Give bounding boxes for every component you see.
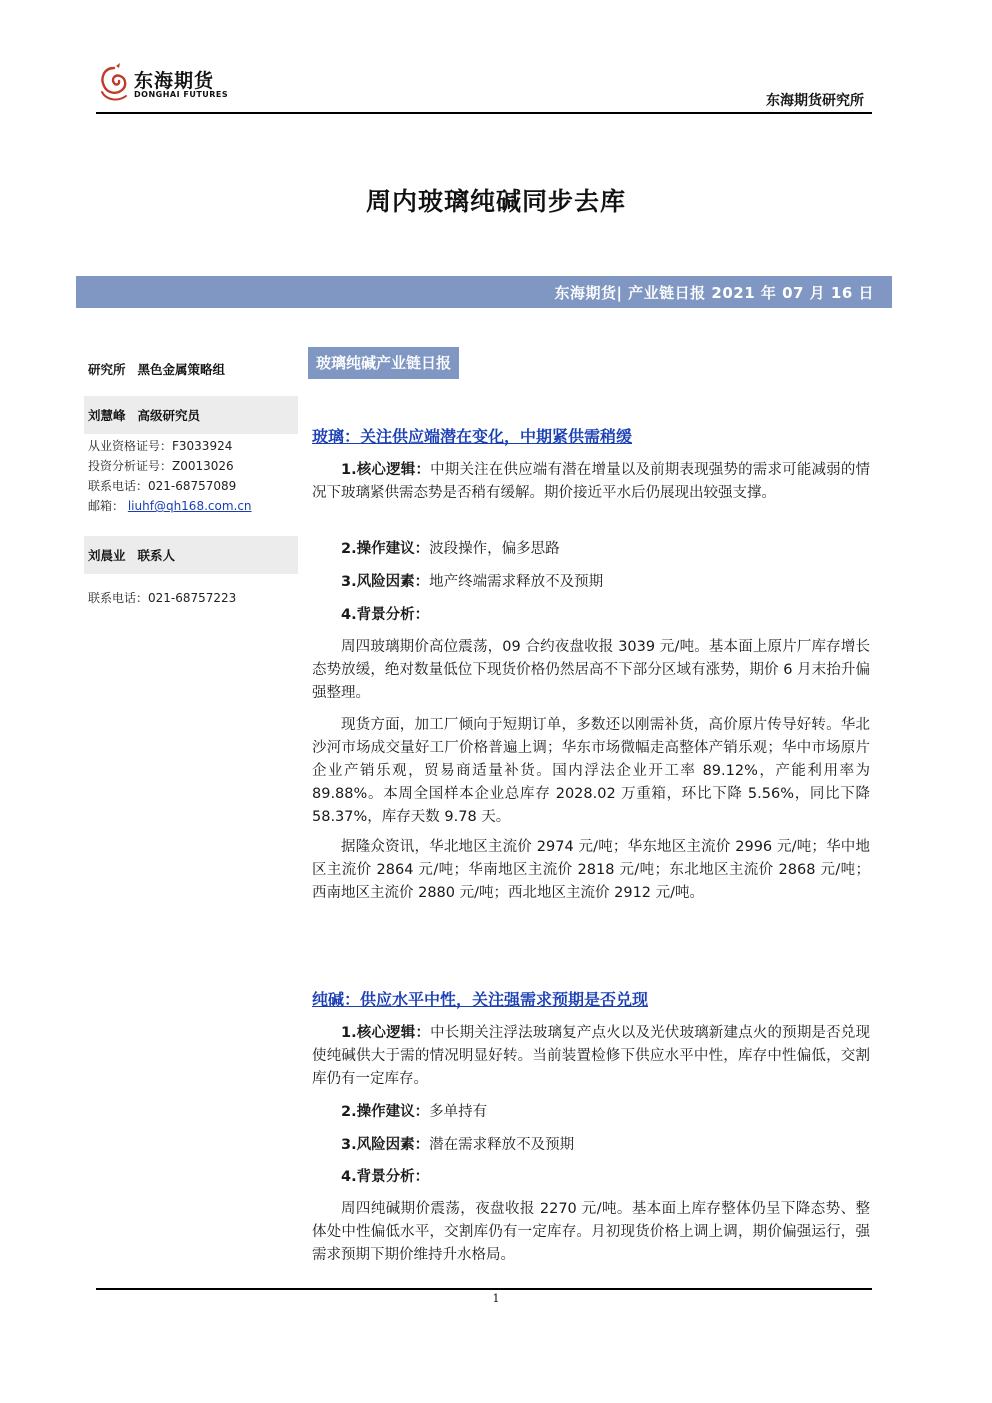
analyst-heading [84, 396, 298, 434]
contact-role: 联系人 [137, 548, 176, 563]
banner-text: 东海期货| 产业链日报 2021 年 07 月 16 日 [554, 284, 874, 302]
institute-name: 东海期货研究所 [766, 93, 864, 109]
soda-core-logic-text: 中长期关注浮法玻璃复产点火以及光伏玻璃新建点火的预期是否兑现使纯碱供大于需的情况明显好转。当前装置检修下供应水平中性，库存中性偏低，交割库仍有一定库存。 [312, 1025, 870, 1087]
glass-background-1: 周四玻璃期价高位震荡，09 合约夜盘收报 3039 元/吨。基本面上原片厂库存增长态势放缓，绝对数量低位下现货价格仍然居高不下部分区域有涨势，期价 6 月末抬升偏强整理。 [312, 639, 870, 701]
glass-background-2: 现货方面，加工厂倾向于短期订单，多数还以刚需补货，高价原片传导好转。华北沙河市场成交量好工厂价格普遍上调；华东市场微幅走高整体产销乐观；华中市场原片企业产销乐观，贸易商适量补货。国内浮法企业开工率 89.12%，产能利用率为 89.88%。本周全国样本企业总库存 2028.02 万重箱，环比下降 5.56%，同比下降 58.37%，库存天数 9.78 天。 [312, 717, 870, 825]
contact-heading [84, 536, 298, 574]
dept-group: 黑色金属策略组 [137, 362, 226, 377]
sidebar-analyst [84, 396, 298, 516]
soda-suggestion [312, 1101, 870, 1124]
report-tag: 玻璃纯碱产业链日报 [308, 347, 459, 379]
dept-heading [84, 350, 298, 388]
glass-risk-text: 地产终端需求释放不及预期 [429, 574, 604, 590]
page-number: 1 [492, 1292, 500, 1305]
sidebar-contact [84, 536, 298, 608]
sidebar-dept [84, 350, 298, 388]
glass-core-logic-label: 1.核心逻辑： [341, 462, 431, 478]
glass-background-label-row [312, 604, 870, 627]
soda-background-label-row [312, 1166, 870, 1189]
analyst-email-link[interactable]: liuhf@qh168.com.cn [127, 499, 252, 513]
glass-background-label: 4.背景分析： [341, 607, 430, 623]
analyst-name: 刘慧峰 [88, 408, 126, 423]
glass-suggestion-text: 波段操作，偏多思路 [429, 541, 560, 557]
glass-core-logic-text: 中期关注在供应端有潜在增量以及前期表现强势的需求可能减弱的情况下玻璃紧供需态势是否稍有缓解。期价接近平水后仍展现出较强支撑。 [312, 462, 870, 501]
date-banner [76, 276, 892, 308]
analyst-role: 高级研究员 [137, 408, 201, 423]
soda-background-1: 周四纯碱期价震荡，夜盘收报 2270 元/吨。基本面上库存整体仍呈下降态势、整体处中性偏低水平，交割库仍有一定库存。月初现货价格上调上调，期价偏强运行，强需求预期下期价维持升水格局。 [312, 1201, 870, 1263]
glass-section-title: 玻璃：关注供应端潜在变化，中期紧供需稍缓 [312, 427, 633, 446]
company-logo [96, 62, 256, 106]
soda-section-title: 纯碱：供应水平中性，关注强需求预期是否兑现 [312, 990, 649, 1009]
soda-core-logic [312, 1022, 870, 1091]
soda-suggestion-text: 多单持有 [429, 1104, 488, 1120]
contact-name: 刘晨业 [88, 548, 126, 563]
header-divider [96, 112, 872, 114]
glass-risk [312, 571, 870, 594]
analyst-cert-1: 从业资格证号：F3033924 [88, 439, 233, 453]
document-title: 周内玻璃纯碱同步去库 [365, 187, 626, 216]
analyst-email-row [84, 496, 298, 516]
soda-suggestion-label: 2.操作建议： [341, 1104, 430, 1120]
glass-suggestion [312, 538, 870, 561]
soda-core-logic-label: 1.核心逻辑： [341, 1025, 431, 1041]
dept-name: 研究所 [88, 362, 126, 377]
soda-risk-text: 潜在需求释放不及预期 [429, 1137, 575, 1153]
analyst-phone: 联系电话：021-68757089 [88, 479, 237, 493]
glass-suggestion-label: 2.操作建议： [341, 541, 430, 557]
glass-risk-label: 3.风险因素： [341, 574, 430, 590]
logo-chinese-name: 东海期货 [134, 70, 215, 92]
footer-divider [96, 1288, 872, 1290]
logo-english-name: DONGHAI FUTURES [134, 90, 229, 99]
email-label: 邮箱： [88, 499, 125, 513]
contact-phone: 联系电话：021-68757223 [88, 591, 237, 605]
soda-risk [312, 1134, 870, 1157]
dragon-logo-icon [96, 62, 132, 106]
glass-core-logic [312, 459, 870, 505]
glass-background-3: 据隆众资讯，华北地区主流价 2974 元/吨；华东地区主流价 2996 元/吨；华中地区主流价 2864 元/吨；华南地区主流价 2818 元/吨；东北地区主流价 2868 元/吨；西南地区主流价 2880 元/吨；西北地区主流价 2912 元/吨。 [312, 839, 870, 901]
soda-risk-label: 3.风险因素： [341, 1137, 430, 1153]
analyst-cert-2: 投资分析证号：Z0013026 [88, 459, 234, 473]
soda-background-label: 4.背景分析： [341, 1169, 430, 1185]
